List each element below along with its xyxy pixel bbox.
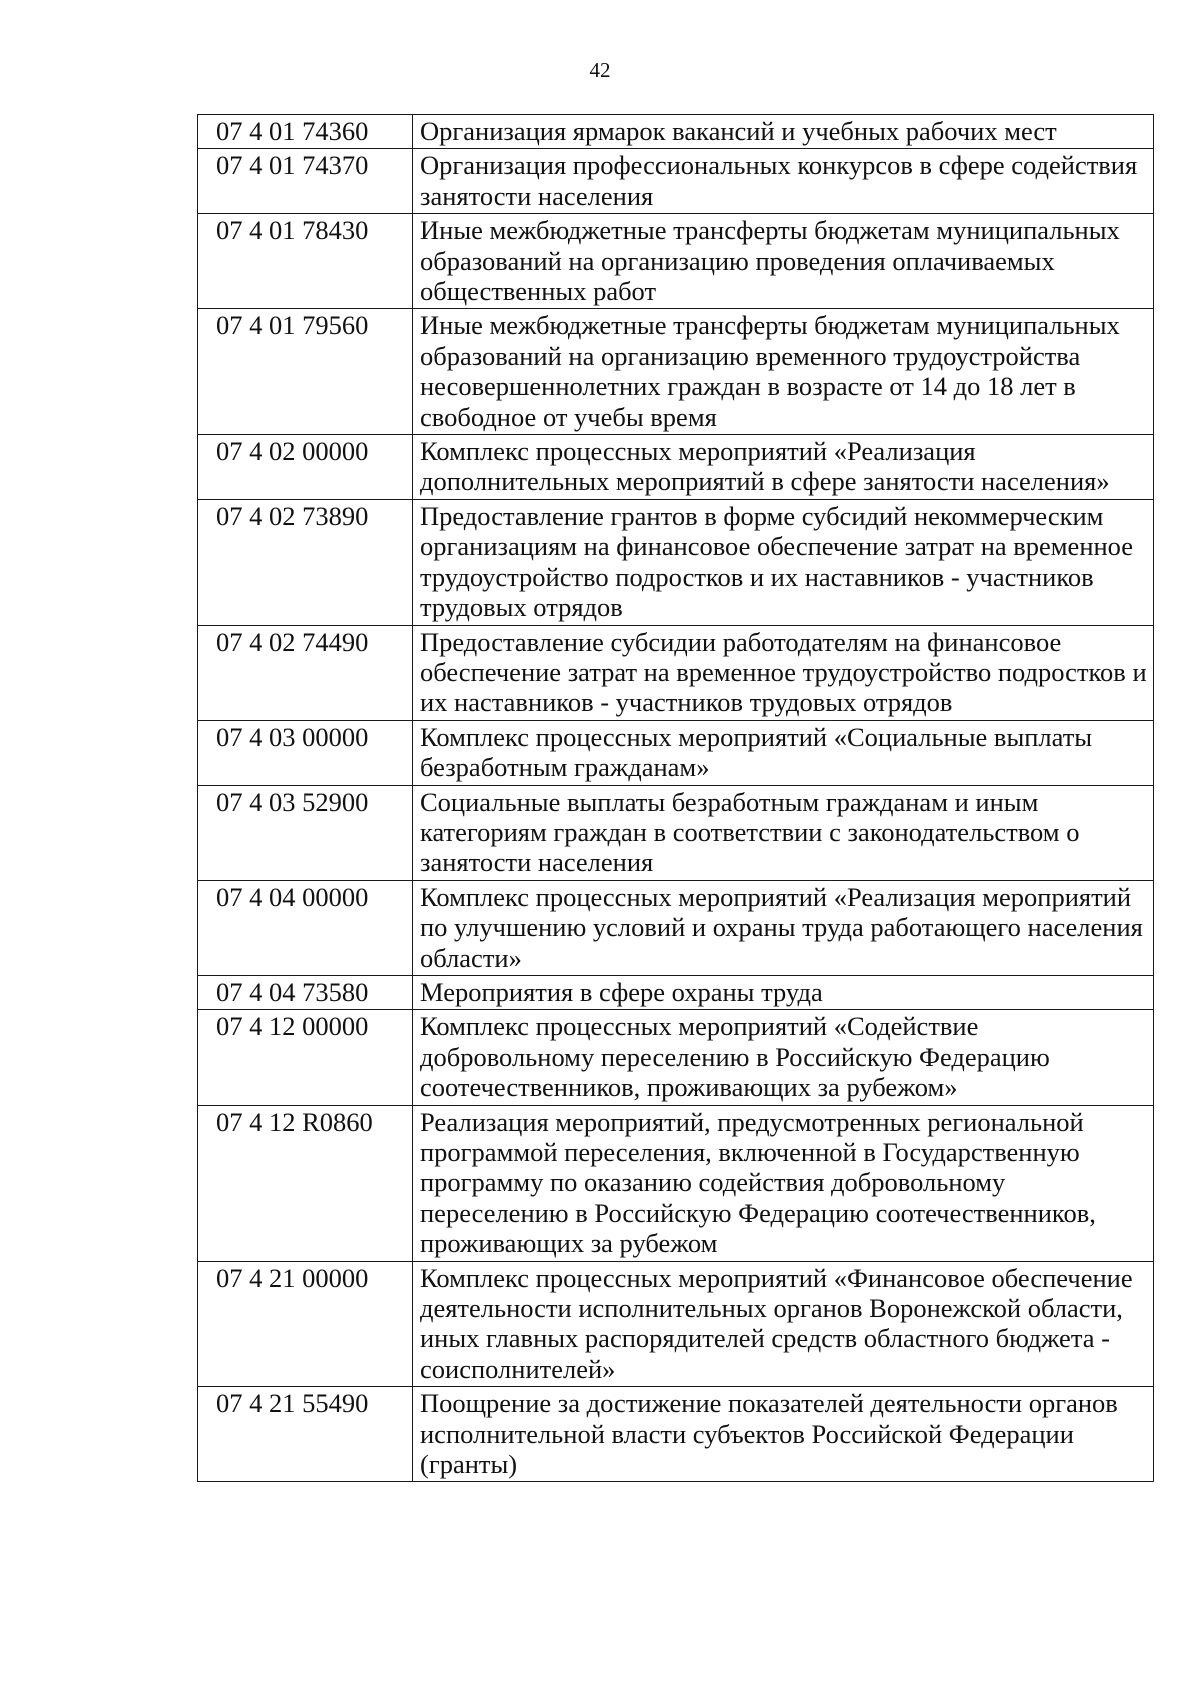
classification-code: 07 4 02 74490 (198, 625, 413, 720)
table-row (198, 214, 1154, 309)
item-description: Иные межбюджетные трансферты бюджетам муниципальных образований на организацию временного трудоустройства несовершеннолетних граждан в возрасте от 14 до 18 лет в свободное от учебы время (413, 309, 1154, 435)
item-description: Комплекс процессных мероприятий «Социальные выплаты безработным гражданам» (413, 720, 1154, 785)
item-description: Комплекс процессных мероприятий «Реализация мероприятий по улучшению условий и охраны труда работающего населения области» (413, 880, 1154, 975)
table-row (198, 1387, 1154, 1482)
item-description: Комплекс процессных мероприятий «Финансовое обеспечение деятельности исполнительных органов Воронежской области, иных главных распорядителей средств областного бюджета - соисполнителей» (413, 1261, 1154, 1387)
item-description: Организация профессиональных конкурсов в сфере содействия занятости населения (413, 149, 1154, 214)
table-row (198, 975, 1154, 1009)
classification-code: 07 4 12 00000 (198, 1010, 413, 1105)
table-row (198, 785, 1154, 880)
classification-code: 07 4 04 00000 (198, 880, 413, 975)
item-description: Комплекс процессных мероприятий «Содействие добровольному переселению в Российскую Федерацию соотечественников, проживающих за рубежом» (413, 1010, 1154, 1105)
item-description: Организация ярмарок вакансий и учебных рабочих мест (413, 115, 1154, 149)
table-row (198, 625, 1154, 720)
classification-code: 07 4 01 78430 (198, 214, 413, 309)
item-description: Комплекс процессных мероприятий «Реализация дополнительных мероприятий в сфере занятости населения» (413, 435, 1154, 500)
classification-code: 07 4 03 52900 (198, 785, 413, 880)
classification-code: 07 4 21 00000 (198, 1261, 413, 1387)
item-description: Мероприятия в сфере охраны труда (413, 975, 1154, 1009)
item-description: Поощрение за достижение показателей деятельности органов исполнительной власти субъектов Российской Федерации (гранты) (413, 1387, 1154, 1482)
budget-code-table (197, 114, 1154, 1482)
classification-code: 07 4 21 55490 (198, 1387, 413, 1482)
page-number: 42 (589, 58, 611, 82)
item-description: Предоставление субсидии работодателям на финансовое обеспечение затрат на временное трудоустройство подростков и их наставников - участников трудовых отрядов (413, 625, 1154, 720)
classification-code: 07 4 04 73580 (198, 975, 413, 1009)
table-row (198, 435, 1154, 500)
classification-code: 07 4 02 73890 (198, 499, 413, 625)
classification-code: 07 4 01 74370 (198, 149, 413, 214)
classification-code: 07 4 03 00000 (198, 720, 413, 785)
item-description: Реализация мероприятий, предусмотренных региональной программой переселения, включенной в Государственную программу по оказанию содействия добровольному переселению в Российскую Федерацию соотечественников, проживающих за рубежом (413, 1105, 1154, 1261)
classification-code: 07 4 01 74360 (198, 115, 413, 149)
table-row (198, 499, 1154, 625)
table-row (198, 880, 1154, 975)
table-row (198, 309, 1154, 435)
table-row (198, 720, 1154, 785)
table-row (198, 1261, 1154, 1387)
item-description: Иные межбюджетные трансферты бюджетам муниципальных образований на организацию проведения оплачиваемых общественных работ (413, 214, 1154, 309)
table-row (198, 149, 1154, 214)
item-description: Предоставление грантов в форме субсидий некоммерческим организациям на финансовое обеспечение затрат на временное трудоустройство подростков и их наставников - участников трудовых отрядов (413, 499, 1154, 625)
table-row (198, 1010, 1154, 1105)
classification-code: 07 4 12 R0860 (198, 1105, 413, 1261)
table-row (198, 1105, 1154, 1261)
table-row (198, 115, 1154, 149)
item-description: Социальные выплаты безработным гражданам и иным категориям граждан в соответствии с законодательством о занятости населения (413, 785, 1154, 880)
classification-code: 07 4 02 00000 (198, 435, 413, 500)
classification-code: 07 4 01 79560 (198, 309, 413, 435)
